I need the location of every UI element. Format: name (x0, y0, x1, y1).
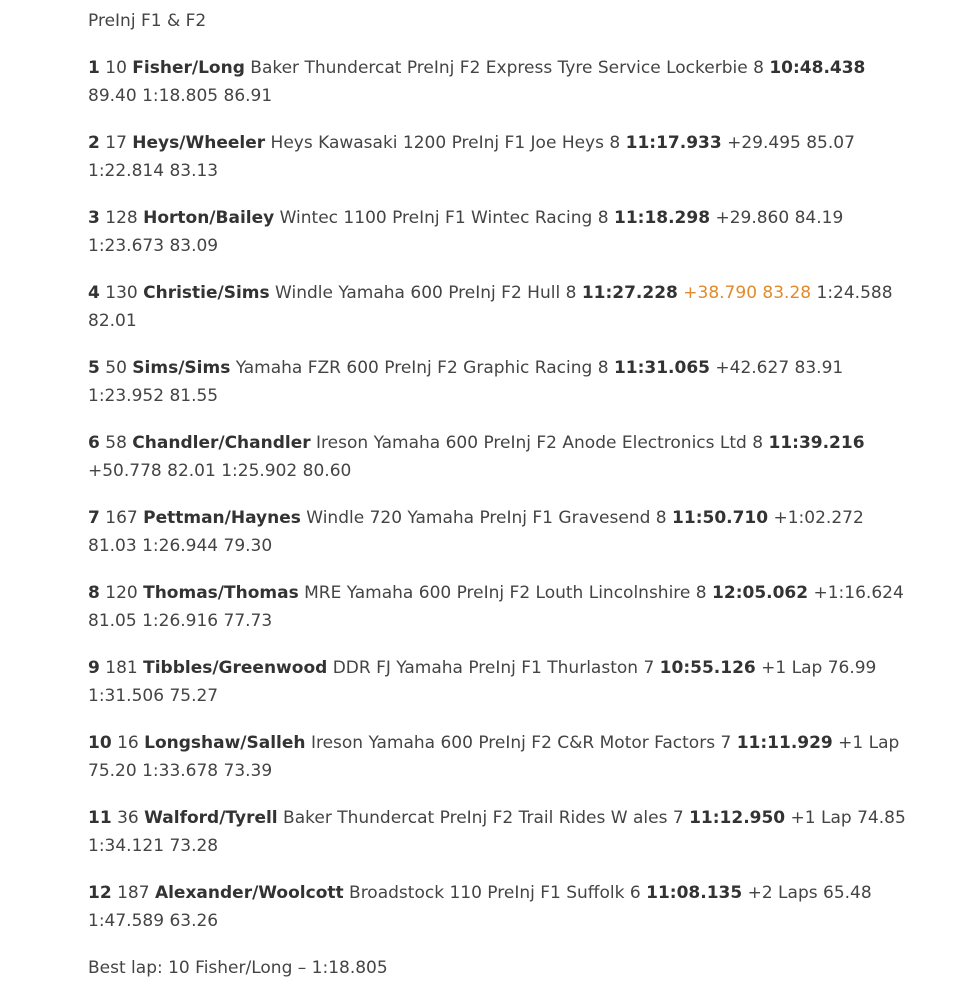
position: 12 (88, 883, 112, 903)
result-row-2 (88, 129, 908, 185)
rider-names: Thomas/Thomas (143, 583, 299, 603)
result-row-6 (88, 429, 908, 485)
result-row-8 (88, 579, 908, 635)
best-lap-time: 1:31.506 (88, 686, 165, 706)
avg-speed-highlight: 83.28 (762, 283, 812, 303)
avg-speed: 75.20 (88, 761, 137, 781)
gap: +1 Lap (790, 808, 852, 828)
best-lap-time: 1:23.673 (88, 236, 165, 256)
best-lap-time: 1:34.121 (88, 836, 165, 856)
best-lap-summary: Best lap: 10 Fisher/Long – 1:18.805 (88, 958, 388, 978)
result-row-11 (88, 804, 908, 860)
race-time: 10:48.438 (769, 58, 866, 78)
position: 8 (88, 583, 100, 603)
laps: 8 (565, 283, 577, 303)
race-number: 167 (105, 508, 138, 528)
best-lap-speed: 82.01 (88, 311, 137, 331)
machine-entrant: Windle 720 Yamaha PreInj F1 Gravesend (306, 508, 651, 528)
gap: +1 Lap (761, 658, 823, 678)
race-number: 50 (105, 358, 127, 378)
rider-names: Alexander/Woolcott (154, 883, 344, 903)
rider-names: Horton/Bailey (143, 208, 275, 228)
machine-entrant: Broadstock 110 PreInj F1 Suffolk (349, 883, 625, 903)
result-row-4 (88, 279, 908, 335)
best-lap-speed: 77.73 (223, 611, 273, 631)
best-lap-time: 1:26.944 (142, 536, 219, 556)
best-lap-time: 1:24.588 (816, 283, 893, 303)
race-time: 11:27.228 (581, 283, 678, 303)
race-number: 181 (105, 658, 138, 678)
gap: +29.860 (715, 208, 790, 228)
machine-entrant: Ireson Yamaha 600 PreInj F2 C&R Motor Factors (310, 733, 716, 753)
race-time: 11:11.929 (736, 733, 833, 753)
avg-speed: 85.07 (806, 133, 855, 153)
laps: 8 (597, 208, 609, 228)
best-lap-time: 1:25.902 (221, 461, 298, 481)
machine-entrant: MRE Yamaha 600 PreInj F2 Louth Lincolnshire (304, 583, 691, 603)
rider-names: Tibbles/Greenwood (143, 658, 328, 678)
race-time: 12:05.062 (712, 583, 809, 603)
result-row-1 (88, 54, 908, 110)
race-number: 187 (117, 883, 150, 903)
gap: +42.627 (715, 358, 790, 378)
position: 11 (88, 808, 112, 828)
position: 2 (88, 133, 100, 153)
race-time: 11:39.216 (768, 433, 865, 453)
race-time: 11:50.710 (672, 508, 769, 528)
rider-names: Longshaw/Salleh (144, 733, 306, 753)
gap: +1:02.272 (773, 508, 864, 528)
rider-names: Heys/Wheeler (132, 133, 266, 153)
avg-speed: 89.40 (88, 86, 137, 106)
race-time: 11:18.298 (613, 208, 711, 228)
best-lap-time: 1:47.589 (88, 911, 165, 931)
race-number: 130 (105, 283, 138, 303)
result-row-7 (88, 504, 908, 560)
machine-entrant: Yamaha FZR 600 PreInj F2 Graphic Racing (235, 358, 593, 378)
machine-entrant: Ireson Yamaha 600 PreInj F2 Anode Electronics Ltd (316, 433, 747, 453)
laps: 8 (597, 358, 609, 378)
best-lap-time: 1:22.814 (88, 161, 165, 181)
rider-names: Pettman/Haynes (143, 508, 301, 528)
best-lap-time: 1:26.916 (142, 611, 219, 631)
machine-entrant: Heys Kawasaki 1200 PreInj F1 Joe Heys (270, 133, 604, 153)
best-lap-speed: 75.27 (169, 686, 219, 706)
best-lap-speed: 73.28 (169, 836, 219, 856)
position: 1 (88, 58, 100, 78)
laps: 8 (655, 508, 667, 528)
avg-speed: 76.99 (827, 658, 877, 678)
result-row-9 (88, 654, 908, 710)
laps: 8 (753, 58, 764, 78)
best-lap-speed: 63.26 (169, 911, 219, 931)
laps: 7 (643, 658, 655, 678)
laps: 8 (609, 133, 621, 153)
best-lap-time: 1:23.952 (88, 386, 165, 406)
avg-speed: 81.03 (88, 536, 137, 556)
position: 7 (88, 508, 100, 528)
race-time: 11:12.950 (689, 808, 786, 828)
avg-speed: 74.85 (857, 808, 906, 828)
best-lap-speed: 73.39 (223, 761, 273, 781)
gap-highlight: +38.790 (683, 283, 758, 303)
race-class-heading: PreInj F1 & F2 (88, 11, 207, 31)
result-row-10 (88, 729, 908, 785)
rider-names: Sims/Sims (132, 358, 231, 378)
race-number: 120 (105, 583, 138, 603)
laps: 7 (720, 733, 732, 753)
position: 6 (88, 433, 100, 453)
race-number: 10 (105, 58, 127, 78)
gap: +1 Lap (838, 733, 900, 753)
laps: 6 (629, 883, 641, 903)
laps: 7 (672, 808, 684, 828)
race-time: 11:08.135 (646, 883, 743, 903)
best-lap-speed: 81.55 (169, 386, 219, 406)
gap: +1:16.624 (813, 583, 904, 603)
race-time: 11:17.933 (625, 133, 722, 153)
position: 3 (88, 208, 100, 228)
gap: +29.495 (727, 133, 801, 153)
machine-entrant: Windle Yamaha 600 PreInj F2 Hull (275, 283, 561, 303)
avg-speed: 81.05 (88, 611, 137, 631)
race-number: 16 (117, 733, 139, 753)
rider-names: Walford/Tyrell (144, 808, 278, 828)
gap: +50.778 (88, 461, 162, 481)
race-number: 58 (105, 433, 127, 453)
laps: 8 (752, 433, 764, 453)
result-row-12 (88, 879, 908, 935)
rider-names: Fisher/Long (132, 58, 245, 78)
machine-entrant: Wintec 1100 PreInj F1 Wintec Racing (279, 208, 593, 228)
position: 10 (88, 733, 112, 753)
best-lap-speed: 79.30 (223, 536, 273, 556)
result-row-5 (88, 354, 908, 410)
race-number: 36 (117, 808, 139, 828)
avg-speed: 84.19 (794, 208, 844, 228)
best-lap-time: 1:33.678 (142, 761, 219, 781)
best-lap-speed: 83.13 (169, 161, 219, 181)
race-time: 11:31.065 (613, 358, 710, 378)
results-article (88, 7, 908, 1001)
race-number: 17 (105, 133, 127, 153)
machine-entrant: Baker Thundercat PreInj F2 Trail Rides W ales (283, 808, 668, 828)
machine-entrant: DDR FJ Yamaha PreInj F1 Thurlaston (332, 658, 639, 678)
position: 4 (88, 283, 100, 303)
position: 5 (88, 358, 100, 378)
best-lap-speed: 80.60 (302, 461, 352, 481)
avg-speed: 65.48 (823, 883, 872, 903)
result-row-3 (88, 204, 908, 260)
avg-speed: 82.01 (167, 461, 216, 481)
avg-speed: 83.91 (794, 358, 844, 378)
best-lap-speed: 86.91 (223, 86, 273, 106)
laps: 8 (695, 583, 707, 603)
rider-names: Chandler/Chandler (132, 433, 311, 453)
race-number: 128 (105, 208, 138, 228)
race-time: 10:55.126 (659, 658, 756, 678)
machine-entrant: Baker Thundercat PreInj F2 Express Tyre Service Lockerbie (250, 58, 748, 78)
rider-names: Christie/Sims (143, 283, 270, 303)
gap: +2 Laps (747, 883, 818, 903)
best-lap-time: 1:18.805 (142, 86, 219, 106)
position: 9 (88, 658, 100, 678)
best-lap-speed: 83.09 (169, 236, 219, 256)
